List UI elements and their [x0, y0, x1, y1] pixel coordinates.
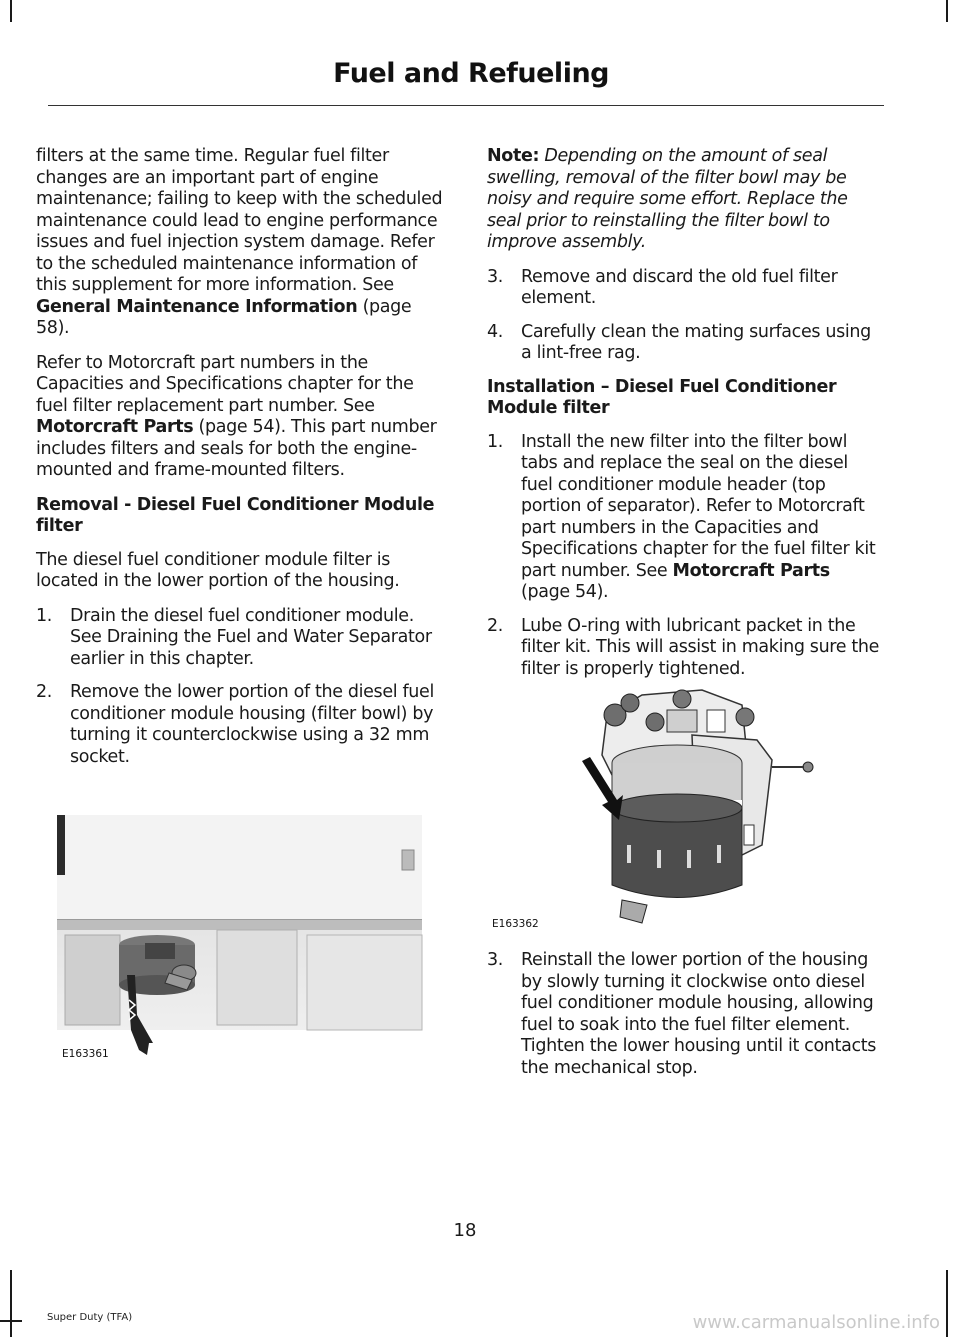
watermark: www.carmanualsonline.info — [692, 1312, 940, 1333]
paragraph-text: Refer to Motorcraft part numbers in the Capacities and Specifications chapter for the fuel filter replacement part number. See — [36, 352, 414, 416]
heading-removal: Removal - Diesel Fuel Conditioner Module filter — [36, 494, 435, 536]
page-title: Fuel and Refueling — [333, 58, 609, 89]
list-item — [36, 606, 448, 671]
list-item — [487, 267, 882, 310]
link-motorcraft-parts[interactable]: Motorcraft Parts — [36, 417, 194, 437]
step-text: Carefully clean the mating surfaces using a lint-free rag. — [521, 321, 871, 363]
figure-label: E163361 — [62, 1048, 109, 1060]
step-number: 1. — [36, 605, 52, 626]
paragraph-location: The diesel fuel conditioner module filter is located in the lower portion of the housing. — [36, 549, 400, 591]
link-general-maintenance[interactable]: General Maintenance Information — [36, 296, 358, 317]
page-reference: (page 58). — [36, 296, 412, 338]
list-item — [36, 682, 448, 768]
step-body: Install the new filter into the filter bowl tabs and replace the seal on the diesel fuel conditioner module header (top portion of separator). Refer to Motorcraft part numbers in the Capacities and Specifications chapter for the fuel filter kit part number. See — [521, 431, 876, 581]
list-item — [487, 432, 882, 604]
list-item — [487, 616, 882, 681]
crop-mark-bottom-right — [946, 1270, 948, 1337]
step-number: 4. — [487, 321, 503, 342]
header-divider — [48, 105, 884, 106]
step-number: 2. — [487, 615, 503, 636]
paragraph-maintenance — [36, 146, 448, 340]
filter-bowl-removal-illustration — [57, 815, 427, 1070]
note-label: Note: — [487, 146, 540, 166]
crop-mark-top-left — [10, 0, 12, 22]
page-number: 18 — [453, 1220, 477, 1241]
step-text: Lube O-ring with lubricant packet in the filter kit. This will assist in making sure the filter is properly tightened. — [521, 615, 880, 679]
crop-mark-bottom-left — [10, 1270, 12, 1337]
document-name: Super Duty (TFA) — [47, 1312, 133, 1323]
step-number: 3. — [487, 950, 503, 970]
paragraph-motorcraft — [36, 353, 448, 482]
note-text: Depending on the amount of seal swelling, removal of the filter bowl may be noisy and require some effort. Replace the seal prior to reinstalling the filter bowl to improve assembly. — [487, 146, 848, 252]
step-number: 3. — [487, 266, 503, 287]
right-column-lower — [487, 950, 882, 1091]
crop-mark-top-right — [946, 0, 948, 22]
step-text: Remove the lower portion of the diesel fuel conditioner module housing (filter bowl) by turning it counterclockwise using a 32 mm socket. — [70, 682, 434, 767]
figure-label: E163362 — [492, 918, 539, 930]
paragraph-text: (page 54). This part number includes filters and seals for both the engine-mounted and frame-mounted filters. — [36, 417, 437, 480]
note — [487, 146, 882, 254]
filter-module-illustration — [492, 685, 832, 935]
paragraph-text: filters at the same time. Regular fuel filter changes are an important part of engine maintenance; failing to keep with the scheduled maintenance could lead to engine performance issues and fuel injection system damage. Refer to the scheduled maintenance information of this supplement for more information. See — [36, 146, 443, 295]
figure-filter-module — [492, 685, 832, 935]
step-text: Drain the diesel fuel conditioner module. See Draining the Fuel and Water Separator earlier in this chapter. — [70, 605, 432, 669]
figure-filter-bowl-removal — [57, 815, 427, 1070]
heading-installation: Installation – Diesel Fuel Conditioner Module filter — [487, 376, 837, 418]
step-number: 1. — [487, 431, 503, 452]
step-text — [521, 432, 882, 604]
left-column — [36, 146, 448, 780]
step-text: Remove and discard the old fuel filter element. — [521, 266, 838, 308]
list-item — [487, 322, 882, 365]
crop-mark-bottom-left-h — [0, 1320, 22, 1322]
step-text: Reinstall the lower portion of the housing by slowly turning it clockwise onto diesel fuel conditioner module housing, allowing fuel to soak into the fuel filter element. Tighten the lower housing until it contacts the mechanical stop. — [521, 950, 876, 1078]
page-reference: (page 54). — [521, 582, 609, 602]
right-column — [487, 146, 882, 692]
link-motorcraft-parts[interactable]: Motorcraft Parts — [672, 560, 830, 581]
list-item — [487, 950, 882, 1079]
step-number: 2. — [36, 682, 52, 702]
